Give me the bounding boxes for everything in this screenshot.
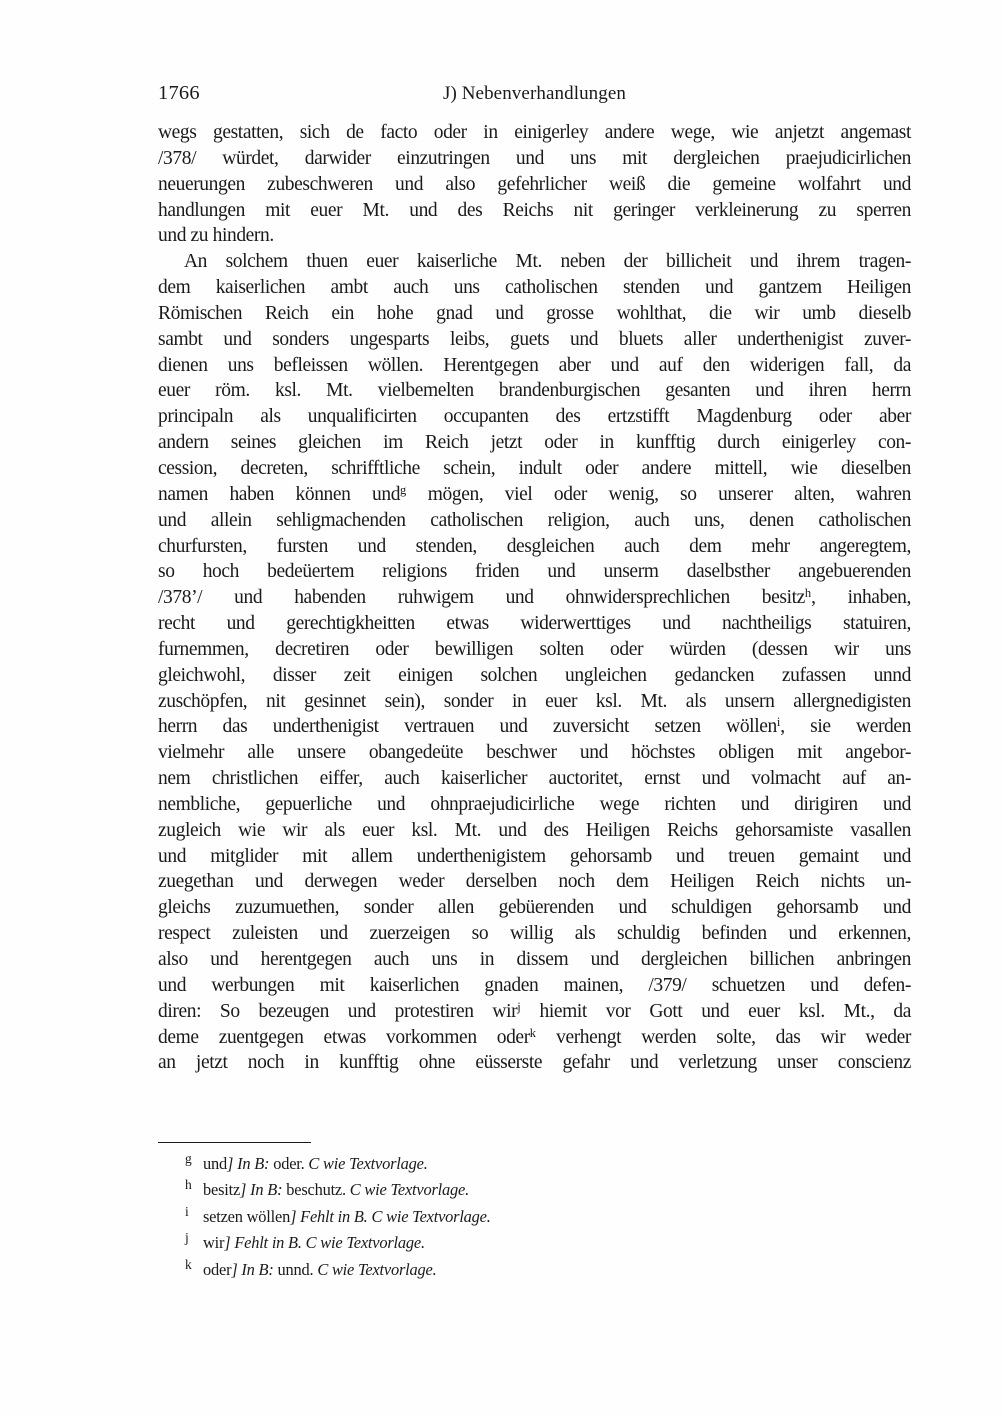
text-line: zugleich wie wir als euer ksl. Mt. und des Heiligen Reichs gehorsamiste vasallen — [158, 819, 911, 841]
running-head: J) Nebenverhandlungen — [442, 83, 627, 104]
text-line: so hoch bedeüertem religions friden und unserm daselbsther angebuerenden — [158, 561, 911, 583]
text-line: vielmehr alle unsere obangedeüte beschwer und höchstes obligen mit angebor- — [158, 742, 911, 764]
footnote-text: oder] In B: unnd. C wie Textvorlage. — [203, 1259, 437, 1279]
footnote-ref-h: h — [804, 586, 812, 601]
text-line: respect zuleisten und zuerzeigen so willig als schuldig befinden und erkennen, — [158, 923, 911, 945]
footnote — [158, 1257, 911, 1283]
text-line: churfursten, fursten und stenden, desgleichen auch dem mehr angeregtem, — [158, 535, 911, 557]
footnote-ref-i: i — [776, 715, 781, 730]
text-line: deme zuentgegen etwas vorkommen oder$^k$ verhengt werden solte, das wir weder — [158, 1025, 911, 1048]
text-line: Römischen Reich ein hohe gnad und grosse wohlthat, die wir umb dieselb — [158, 302, 911, 324]
text-line: und allein sehligmachenden catholischen religion, auch uns, denen catholischen — [158, 509, 911, 531]
text-line: gleichwohl, disser zeit einigen solchen ungleichen gedancken zufassen unnd — [158, 664, 911, 686]
text-line: zuschöpfen, nit gesinnet sein), sonder in euer ksl. Mt. als unsern allergnedigisten — [158, 690, 911, 712]
footnote-text: setzen wöllen] Fehlt in B. C wie Textvorlage. — [203, 1206, 491, 1226]
footnote-mark: g — [185, 1151, 192, 1166]
text-line: andern seines gleichen im Reich jetzt oder in kunfftig durch einigerley con- — [158, 432, 911, 454]
footnotes — [158, 1151, 911, 1283]
text-line: furnemmen, decretiren oder bewilligen solten oder würden (dessen wir uns — [158, 638, 911, 660]
footnote-mark: k — [185, 1256, 192, 1272]
page-header — [158, 82, 911, 108]
text-line: /378/ würdet, darwider einzutringen und uns mit dergleichen praejudicirlichen — [158, 147, 911, 169]
footnote-ref-k: k — [529, 1025, 537, 1040]
text-line: euer röm. ksl. Mt. vielbemelten brandenburgischen gesanten und ihren herrn — [158, 380, 911, 402]
text-line: und mitglider mit allem underthenigistem gehorsamb und treuen gemaint und — [158, 845, 911, 867]
text-line: also und herentgegen auch uns in dissem und dergleichen billichen anbringen — [158, 949, 911, 970]
footnote — [158, 1151, 911, 1177]
footnote-ref-g: g — [400, 482, 407, 497]
page-number: 1766 — [158, 82, 200, 104]
footnote-separator — [158, 1142, 311, 1143]
text-line: recht und gerechtigkheitten etwas widerwerttiges und nachtheiligs statuiren, — [158, 613, 911, 635]
text-line: an jetzt noch in kunfftig ohne eüsserste gefahr und verletzung unser conscienz — [158, 1052, 911, 1074]
text-line: neuerungen zubeschweren und also gefehrlicher weiß die gemeine wolfahrt und — [158, 173, 911, 195]
text-line: zuegethan und derwegen weder derselben noch dem Heiligen Reich nichts un- — [158, 871, 911, 893]
footnote — [158, 1177, 911, 1203]
text-line: /378’/ und habenden ruhwigem und ohnwidersprechlichen besitz$^h$, inhaben, — [158, 586, 911, 609]
footnote-text: besitz] In B: beschutz. C wie Textvorlage. — [203, 1180, 469, 1200]
text-line: sambt und sonders ungesparts leibs, guets und bluets aller underthenigist zuver- — [158, 328, 911, 350]
text-line: dem kaiserlichen ambt auch uns catholischen stenden und gantzem Heiligen — [158, 277, 911, 299]
text-line: cession, decreten, schrifftliche schein, indult oder andere mittell, wie dieselben — [158, 457, 911, 479]
text-line: diren: So bezeugen und protestiren wir$^j$ hiemit vor Gott und euer ksl. Mt., da — [158, 999, 911, 1022]
text-line: An solchem thuen euer kaiserliche Mt. neben der billicheit und ihrem tragen- — [184, 251, 911, 273]
text-line: dienen uns befleissen wöllen. Herentgegen aber und auf den widerigen fall, da — [158, 354, 911, 376]
text-line: principaln als unqualificirten occupanten des ertzstifft Magdenburg oder aber — [158, 406, 911, 428]
footnote-text: und] In B: oder. C wie Textvorlage. — [203, 1154, 428, 1173]
text-line: wegs gestatten, sich de facto oder in einigerley andere wege, wie anjetzt angemast — [158, 122, 911, 143]
text-line: herrn das underthenigist vertrauen und zuversicht setzen wöllen$^i$, sie werden — [158, 715, 911, 738]
text-line: gleichs zuzumuethen, sonder allen gebüerenden und schuldigen gehorsamb und — [158, 897, 911, 919]
text-line: und werbungen mit kaiserlichen gnaden mainen, /379/ schuetzen und defen- — [158, 974, 911, 996]
footnote — [158, 1204, 911, 1230]
footnote — [158, 1230, 911, 1256]
footnote-mark: j — [185, 1230, 189, 1246]
text-line: handlungen mit euer Mt. und des Reichs nit geringer verkleinerung zu sperren — [158, 199, 911, 221]
text-line: namen haben können und$^g$ mögen, viel oder wenig, so unserer alten, wahren — [158, 482, 911, 505]
footnote-ref-j: j — [517, 999, 521, 1014]
footnote-mark: h — [185, 1177, 192, 1193]
text-line: und zu hindern. — [158, 225, 274, 247]
text-line: nembliche, gepuerliche und ohnpraejudicirliche wege richten und dirigiren und — [158, 793, 911, 815]
body-text — [158, 120, 911, 1076]
footnote-mark: i — [185, 1203, 189, 1219]
footnote-text: wir] Fehlt in B. C wie Textvorlage. — [203, 1233, 425, 1253]
text-line: nem christlichen eiffer, auch kaiserlicher auctoritet, ernst und volmacht auf an- — [158, 768, 911, 790]
